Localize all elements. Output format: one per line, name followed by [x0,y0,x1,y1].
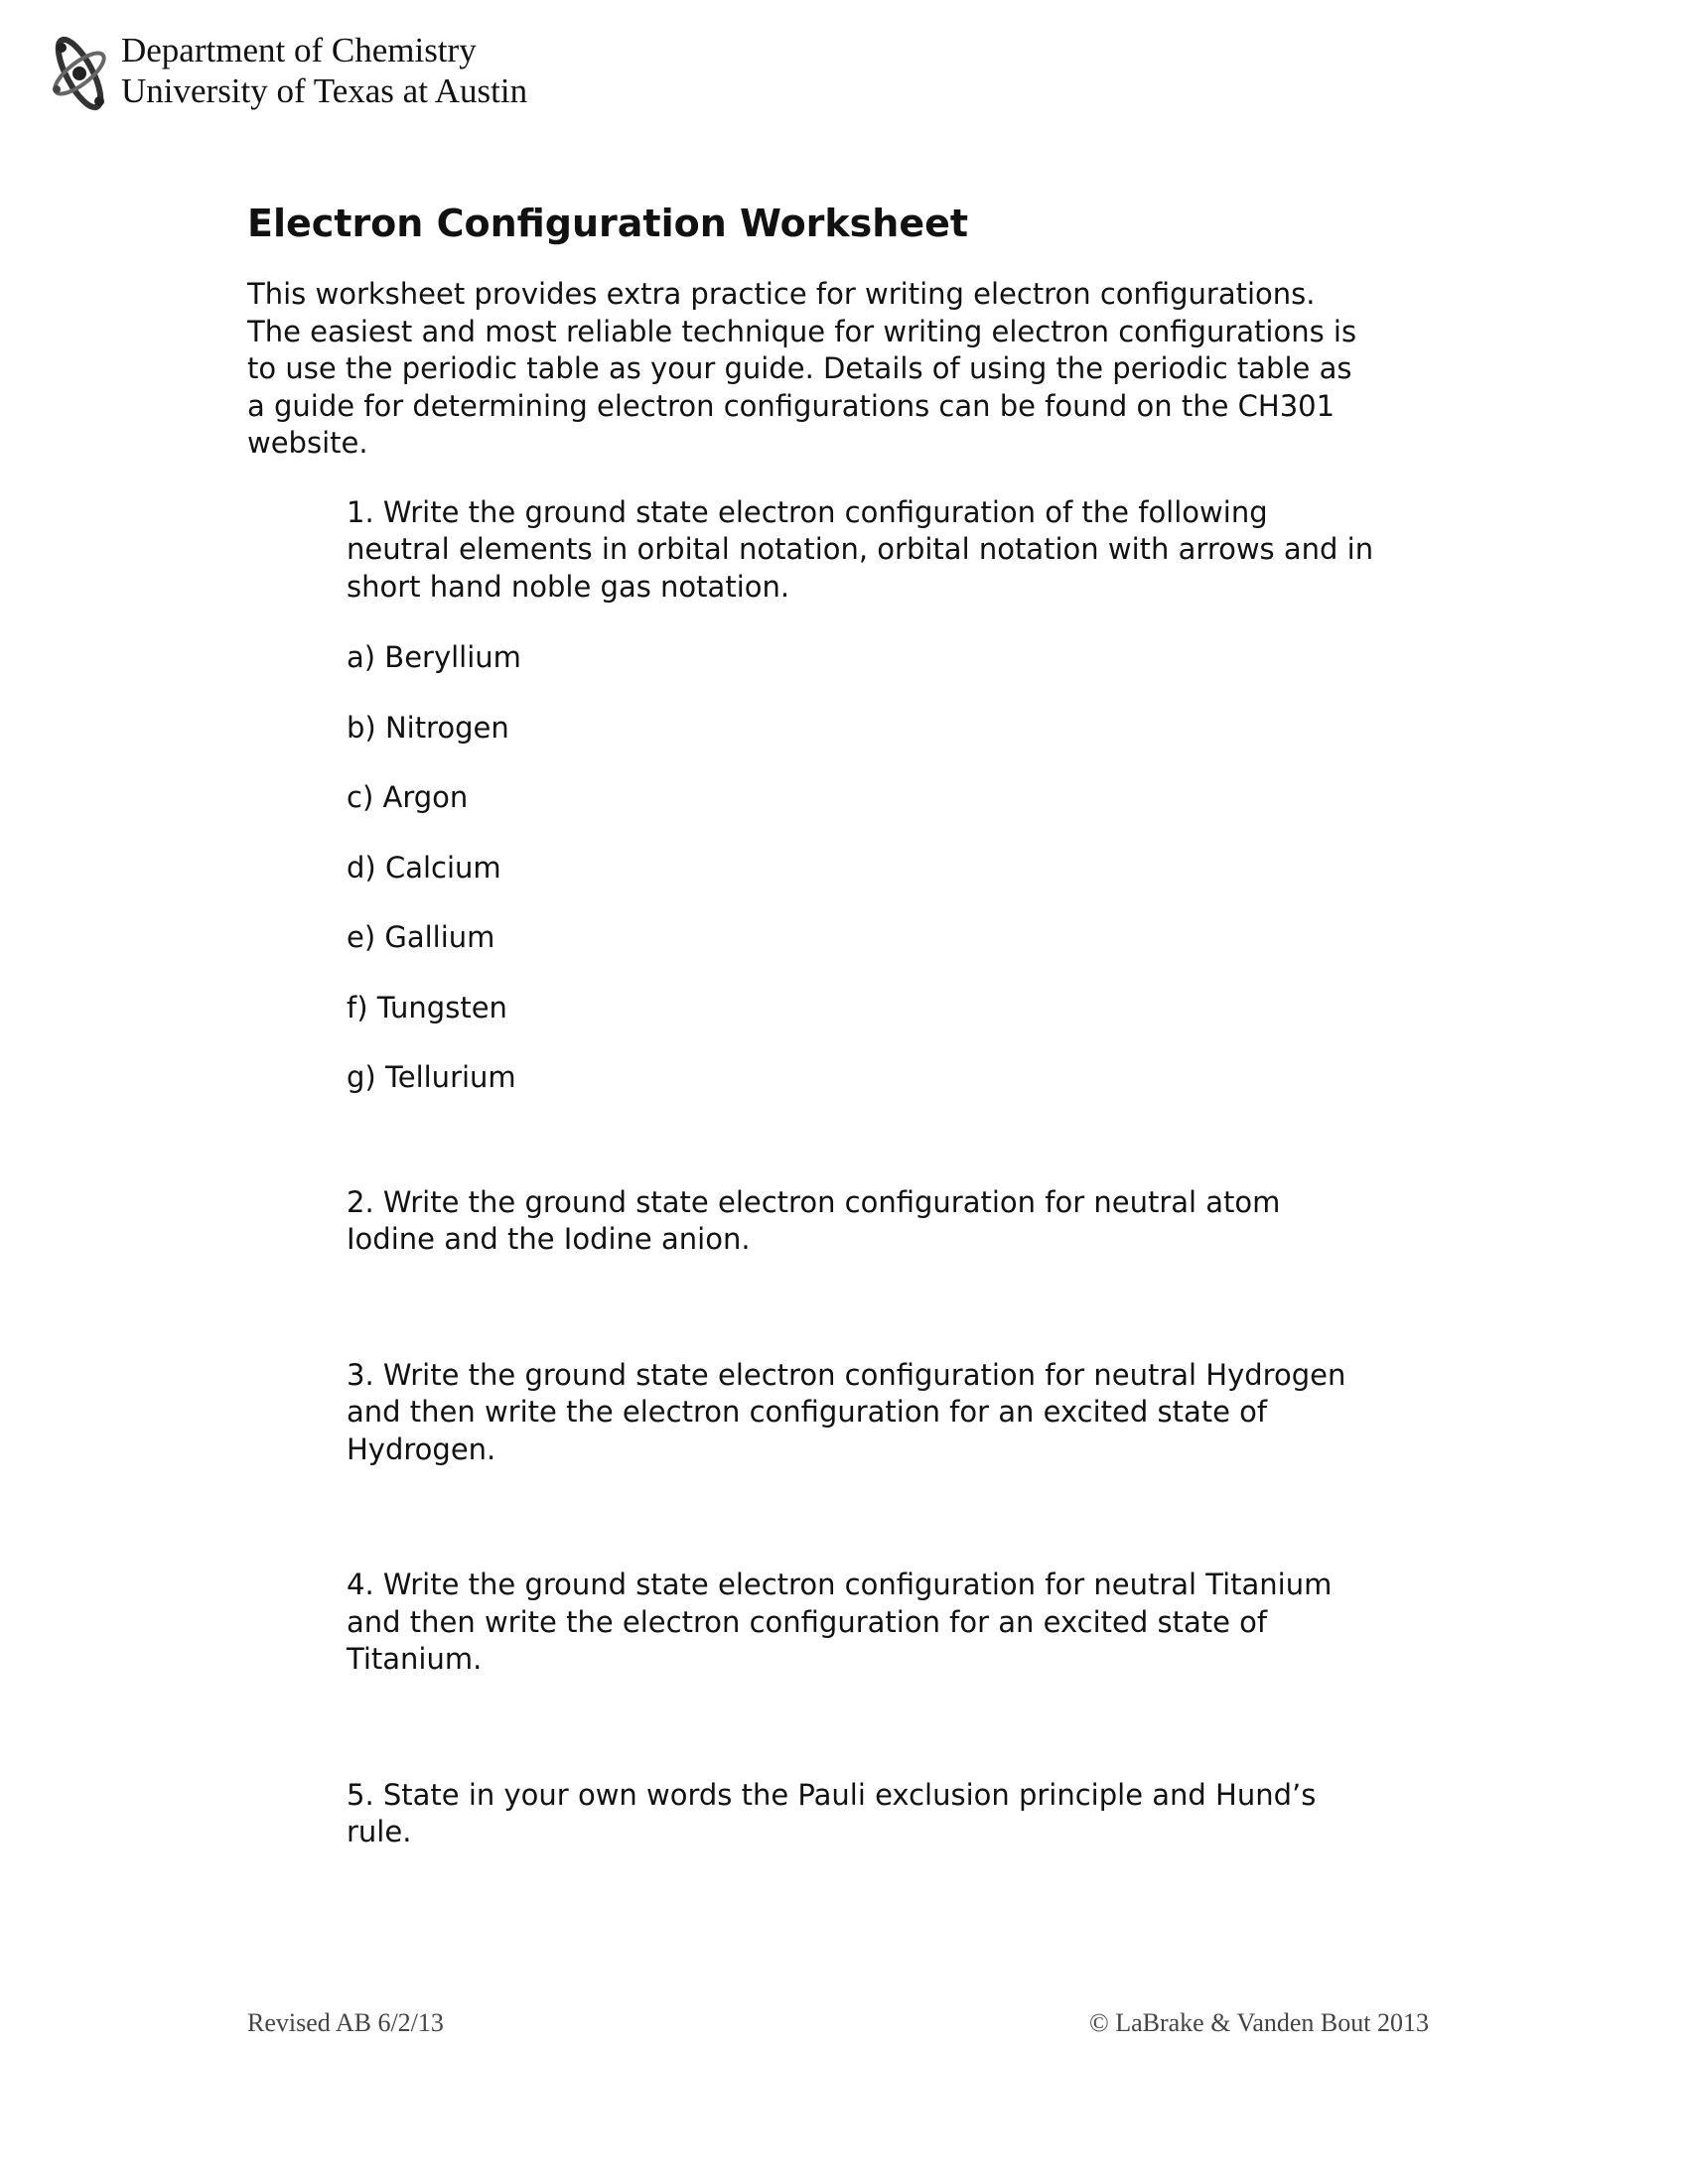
question-line: and then write the electron configuration for an excited state of [347,1395,1268,1429]
list-item: e) Gallium [347,920,495,954]
page-header [48,28,527,119]
element-list [347,639,1469,1097]
department-name: Department of Chemistry [121,31,477,69]
list-item: g) Tellurium [347,1060,516,1094]
question-text [347,1184,1469,1259]
question-line: 3. Write the ground state electron configuration for neutral Hydrogen [347,1357,1346,1392]
question-text [347,1567,1469,1679]
list-item: d) Calcium [347,850,501,885]
question-3 [347,1357,1469,1469]
header-text [121,30,527,111]
list-item: f) Tungsten [347,990,507,1024]
question-line: 4. Write the ground state electron configuration for neutral Titanium [347,1568,1333,1601]
atom-logo-icon [48,28,111,119]
question-line: 2. Write the ground state electron configuration for neutral atom [347,1184,1281,1219]
question-text [347,494,1469,607]
list-item: c) Argon [347,780,469,814]
question-line: 5. State in your own words the Pauli exclusion principle and Hund’s [347,1777,1317,1812]
question-4 [347,1567,1469,1679]
intro-line: a guide for determining electron configurations can be found on the CH301 [247,388,1336,423]
revision-note: Revised AB 6/2/13 [247,2008,444,2037]
question-list [347,494,1469,1851]
page-footer [247,2008,1429,2038]
intro-paragraph [247,276,1459,463]
question-5 [347,1777,1469,1851]
question-line: Hydrogen. [347,1432,496,1466]
question-line: Titanium. [347,1642,483,1676]
question-text [347,1357,1469,1469]
question-1 [347,494,1469,1097]
intro-line: website. [247,426,368,460]
question-line: and then write the electron configuration for an excited state of [347,1604,1268,1639]
page-title: Electron Configuration Worksheet [247,202,969,245]
intro-line: to use the periodic table as your guide. Details of using the periodic table as [247,351,1352,385]
question-line: Iodine and the Iodine anion. [347,1222,751,1256]
question-line: rule. [347,1815,412,1848]
question-text [347,1777,1469,1851]
copyright-note: © LaBrake & Vanden Bout 2013 [1088,2008,1429,2037]
university-name: University of Texas at Austin [121,71,528,110]
question-line: short hand noble gas notation. [347,569,790,604]
intro-line: The easiest and most reliable technique for writing electron configurations is [247,314,1357,348]
worksheet-content [247,199,1478,1851]
question-2 [347,1184,1469,1259]
list-item: b) Nitrogen [347,710,509,745]
question-line: neutral elements in orbital notation, orbital notation with arrows and in [347,532,1374,566]
question-line: 1. Write the ground state electron configuration of the following [347,494,1268,529]
intro-line: This worksheet provides extra practice for writing electron configurations. [247,277,1316,311]
list-item: a) Beryllium [347,640,521,674]
